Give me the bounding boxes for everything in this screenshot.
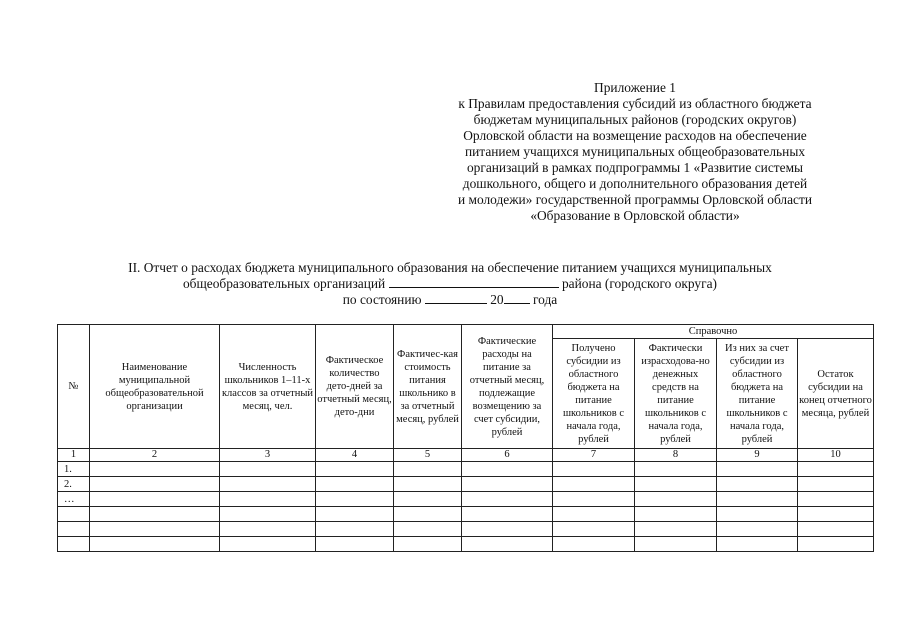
table-cell[interactable]	[316, 477, 394, 492]
appendix-line: питанием учащихся муниципальных общеобразовательных	[464, 144, 806, 159]
date-prefix: по состоянию	[342, 292, 422, 307]
table-cell[interactable]	[316, 507, 394, 522]
report-title-prefix: общеобразовательных организаций	[182, 276, 386, 291]
table-cell[interactable]	[635, 522, 717, 537]
report-date-line	[60, 292, 840, 308]
table-cell[interactable]	[717, 537, 798, 552]
date-year: 20	[490, 292, 504, 307]
header-received: Получено субсидии из областного бюджета на питание школьников с начала года, рублей	[553, 339, 635, 449]
table-cell[interactable]	[553, 537, 635, 552]
header-reference: Справочно	[553, 325, 874, 339]
table-cell[interactable]	[553, 522, 635, 537]
table-cell[interactable]	[553, 477, 635, 492]
row-label	[58, 537, 90, 552]
table-row	[58, 492, 874, 507]
column-number: 1	[58, 449, 90, 462]
table-row	[58, 537, 874, 552]
column-number: 5	[394, 449, 462, 462]
table-row	[58, 462, 874, 477]
table-cell[interactable]	[798, 507, 874, 522]
appendix-line: к Правилам предоставления субсидий из областного бюджета	[458, 96, 812, 111]
table-cell[interactable]	[316, 537, 394, 552]
table-cell[interactable]	[635, 537, 717, 552]
table-cell[interactable]	[462, 492, 553, 507]
table-row	[58, 507, 874, 522]
table-cell[interactable]	[462, 522, 553, 537]
report-title	[60, 260, 840, 308]
table-cell[interactable]	[798, 477, 874, 492]
table-cell[interactable]	[220, 522, 316, 537]
appendix-line: Орловской области на возмещение расходов на обеспечение	[463, 128, 807, 143]
table-row	[58, 477, 874, 492]
header-balance: Остаток субсидии на конец отчетного месяца, рублей	[798, 339, 874, 449]
column-number: 8	[635, 449, 717, 462]
table-cell[interactable]	[316, 522, 394, 537]
row-label: 2.	[58, 477, 90, 492]
appendix-line: дошкольного, общего и дополнительного образования детей	[462, 176, 808, 191]
date-suffix: года	[532, 292, 558, 307]
table-cell[interactable]	[90, 492, 220, 507]
table-cell[interactable]	[90, 462, 220, 477]
table-cell[interactable]	[462, 537, 553, 552]
table-cell[interactable]	[220, 537, 316, 552]
table-cell[interactable]	[798, 522, 874, 537]
row-label	[58, 507, 90, 522]
table-cell[interactable]	[220, 492, 316, 507]
table-cell[interactable]	[798, 492, 874, 507]
table-cell[interactable]	[90, 522, 220, 537]
table-cell[interactable]	[90, 477, 220, 492]
table-cell[interactable]	[394, 492, 462, 507]
table-cell[interactable]	[394, 462, 462, 477]
table-cell[interactable]	[553, 507, 635, 522]
table-cell[interactable]	[717, 522, 798, 537]
row-label: 1.	[58, 462, 90, 477]
appendix-line: бюджетам муниципальных районов (городских округов)	[473, 112, 797, 127]
column-number: 2	[90, 449, 220, 462]
table-cell[interactable]	[798, 537, 874, 552]
table-cell[interactable]	[394, 537, 462, 552]
table-cell[interactable]	[717, 477, 798, 492]
appendix-line: организаций в рамках подпрограммы 1 «Развитие системы	[466, 160, 804, 175]
header-cost: Фактичес-кая стоимость питания школьнико в за отчетный месяц, рублей	[394, 325, 462, 449]
table-cell[interactable]	[717, 507, 798, 522]
report-title-line1: II. Отчет о расходах бюджета муниципального образования на обеспечение питанием учащихся муниципальных	[128, 260, 772, 275]
column-number: 9	[717, 449, 798, 462]
table-cell[interactable]	[220, 507, 316, 522]
report-title-line2	[60, 276, 840, 292]
table-cell[interactable]	[462, 507, 553, 522]
header-child-days: Фактическое количество дето-дней за отчетный месяц, дето-дни	[316, 325, 394, 449]
table-cell[interactable]	[90, 507, 220, 522]
table-cell[interactable]	[553, 492, 635, 507]
row-label	[58, 522, 90, 537]
table-cell[interactable]	[635, 507, 717, 522]
table-cell[interactable]	[553, 462, 635, 477]
appendix-line: «Образование в Орловской области»	[530, 208, 740, 223]
row-label: …	[58, 492, 90, 507]
year-blank-field[interactable]	[504, 292, 530, 304]
table-cell[interactable]	[635, 462, 717, 477]
table-cell[interactable]	[717, 462, 798, 477]
header-expenses: Фактические расходы на питание за отчетный месяц, подлежащие возмещению за счет субсидии, рублей	[462, 325, 553, 449]
table-cell[interactable]	[220, 462, 316, 477]
table-row	[58, 522, 874, 537]
column-number-row	[58, 449, 874, 462]
column-number: 7	[553, 449, 635, 462]
header-of-which: Из них за счет субсидии из областного бюджета на питание школьников с начала года, рублей	[717, 339, 798, 449]
table-cell[interactable]	[462, 477, 553, 492]
table-cell[interactable]	[316, 462, 394, 477]
table-cell[interactable]	[394, 477, 462, 492]
header-name: Наименование муниципальной общеобразовательной организации	[90, 325, 220, 449]
table-cell[interactable]	[316, 492, 394, 507]
date-blank-field[interactable]	[425, 292, 487, 304]
table-cell[interactable]	[394, 522, 462, 537]
appendix-line: Приложение 1	[594, 80, 676, 95]
table-cell[interactable]	[462, 462, 553, 477]
table-cell[interactable]	[635, 492, 717, 507]
table-cell[interactable]	[635, 477, 717, 492]
report-title-suffix: района (городского округа)	[561, 276, 718, 291]
report-table	[57, 324, 874, 552]
column-number: 4	[316, 449, 394, 462]
table-cell[interactable]	[717, 492, 798, 507]
appendix-line: и молодежи» государственной программы Орловской области	[457, 192, 813, 207]
column-number: 6	[462, 449, 553, 462]
table-cell[interactable]	[90, 537, 220, 552]
header-spent: Фактически израсходова-но денежных средств на питание школьников с начала года, рублей	[635, 339, 717, 449]
table-cell[interactable]	[220, 477, 316, 492]
table-cell[interactable]	[394, 507, 462, 522]
column-number: 10	[798, 449, 874, 462]
header-pupils: Численность школьников 1–11-х классов за отчетный месяц, чел.	[220, 325, 316, 449]
column-number: 3	[220, 449, 316, 462]
header-no: №	[58, 325, 90, 449]
district-blank-field[interactable]	[389, 276, 559, 288]
appendix-header	[430, 80, 840, 224]
table-cell[interactable]	[798, 462, 874, 477]
